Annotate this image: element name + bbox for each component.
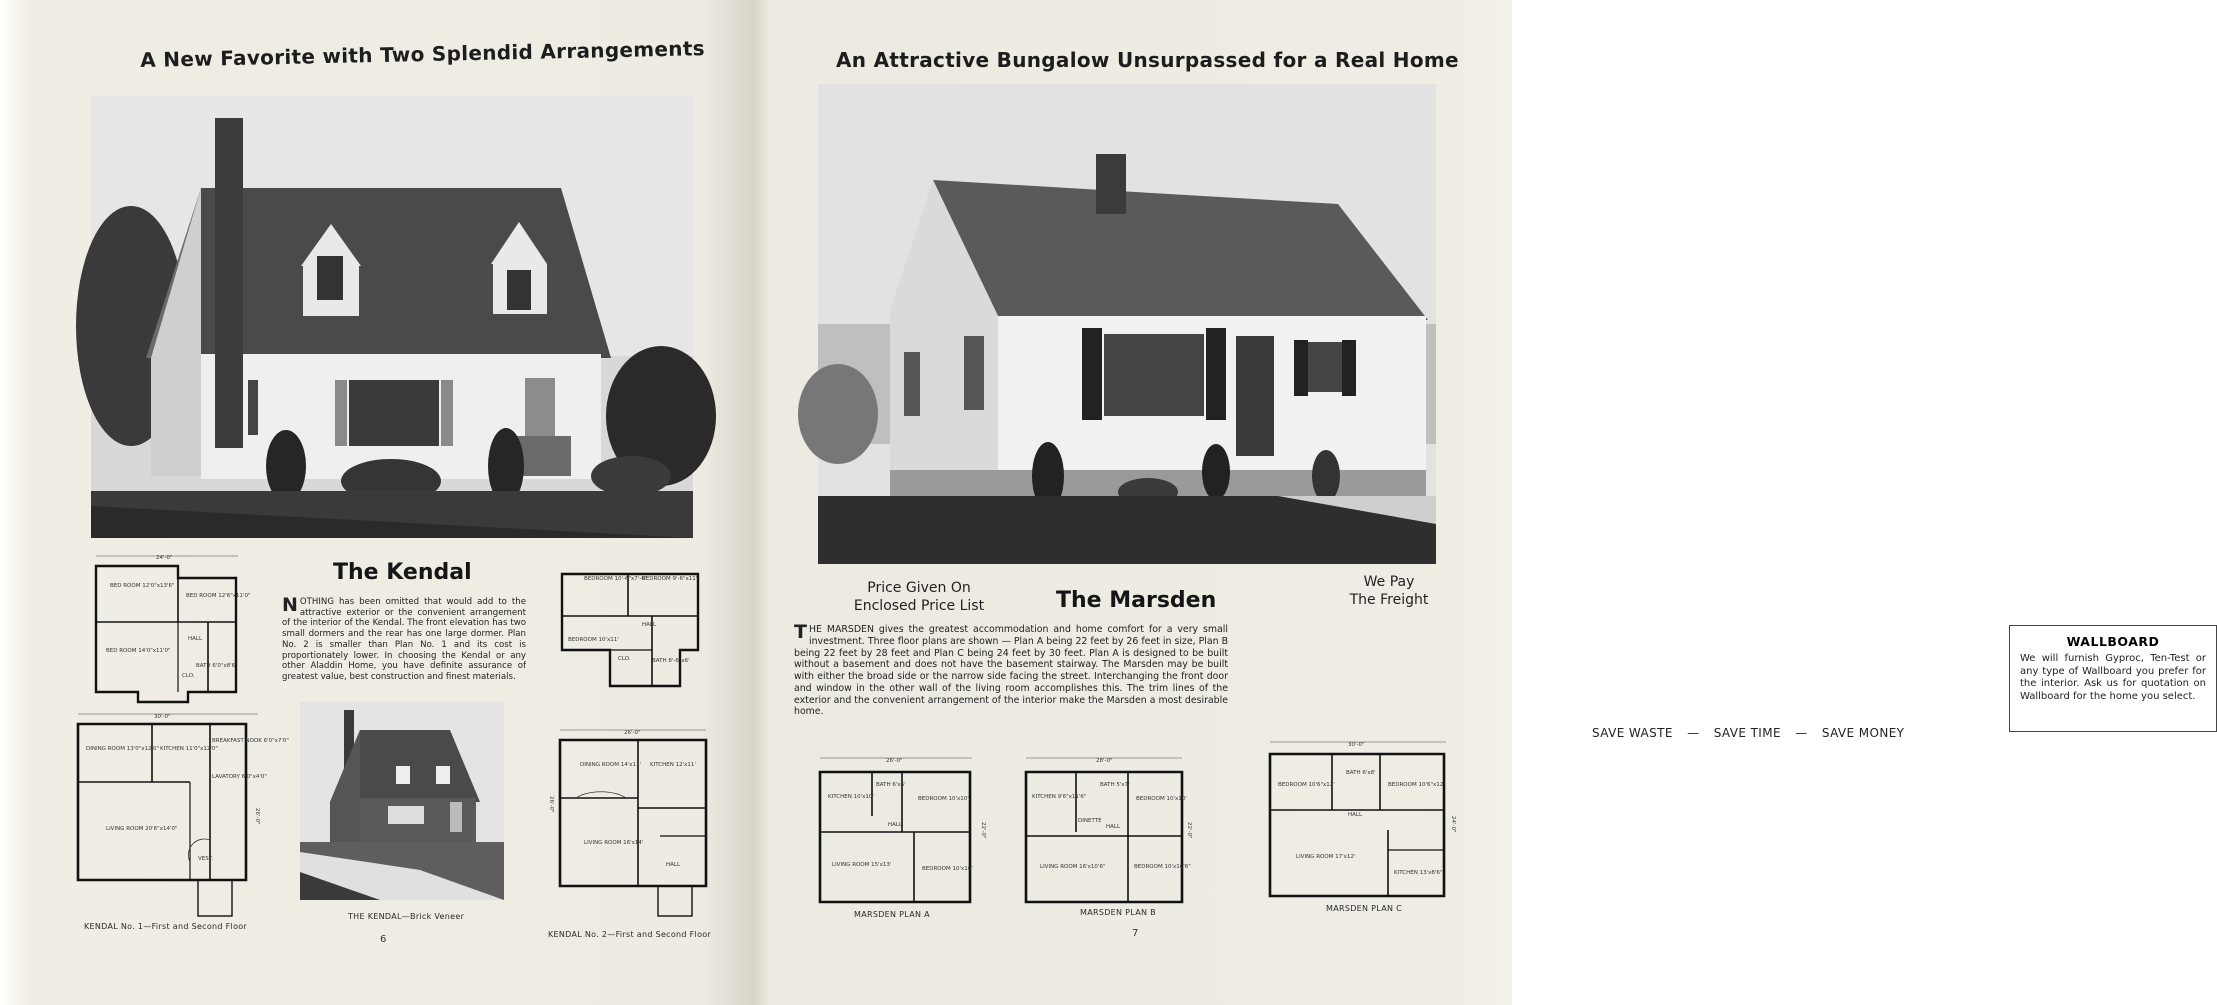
svg-text:BED ROOM 12'0"x13'6": BED ROOM 12'0"x13'6" <box>110 583 175 589</box>
kendal-plan1-caption: KENDAL No. 1—First and Second Floor <box>84 922 248 931</box>
marsden-heading: The Marsden <box>1056 588 1217 613</box>
svg-text:BEDROOM 10'x11': BEDROOM 10'x11' <box>568 637 619 643</box>
wallboard-title: WALLBOARD <box>2066 634 2160 649</box>
svg-text:28'-0": 28'-0" <box>1096 758 1113 764</box>
marsden-house-photo <box>818 84 1436 564</box>
kendal-brick-veneer-photo <box>300 702 504 900</box>
price-note-line2: Enclosed Price List <box>853 597 985 614</box>
svg-text:KITCHEN 9'6"x11'6": KITCHEN 9'6"x11'6" <box>1032 794 1087 800</box>
svg-text:BEDROOM 10'x10': BEDROOM 10'x10' <box>922 866 973 872</box>
kendal-plan1-first-floor <box>70 712 289 918</box>
kendal-description-text: OTHING has been omitted that would add to the attractive exterior or the convenient arrangement of the interior of the Kendal. The front elevation has two small dormers and the rear has one large dormer. Plan No. 2 is smaller than Plan No. 1 and its cost is proportionately lower. In choosing the Kendal or any other Aladdin Home, you have definite assurance of greatest value, best construction and finest materials. <box>282 597 526 683</box>
svg-text:24'-0": 24'-0" <box>1450 816 1456 833</box>
svg-text:LIVING ROOM 16'x14': LIVING ROOM 16'x14' <box>584 840 644 846</box>
kendal-brick-caption: THE KENDAL—Brick Veneer <box>348 912 465 921</box>
svg-text:BEDROOM 9'-6"x11': BEDROOM 9'-6"x11' <box>642 576 698 582</box>
marsden-description <box>794 621 1228 718</box>
svg-text:HALL: HALL <box>888 822 903 828</box>
svg-text:LIVING ROOM 15'x13': LIVING ROOM 15'x13' <box>832 862 892 868</box>
svg-text:BATH 6'x8': BATH 6'x8' <box>1346 770 1376 776</box>
kendal-heading: The Kendal <box>333 560 472 585</box>
svg-text:HALL: HALL <box>188 636 203 642</box>
kendal-plan2-upper-floor <box>556 566 704 690</box>
price-note <box>834 580 1004 615</box>
svg-text:BEDROOM 10'6"x12': BEDROOM 10'6"x12' <box>1388 782 1445 788</box>
svg-text:BEDROOM 10'6"x12': BEDROOM 10'6"x12' <box>1278 782 1335 788</box>
svg-text:CLO.: CLO. <box>182 673 195 679</box>
svg-text:BATH 6'0"x8'6": BATH 6'0"x8'6" <box>196 663 238 669</box>
svg-text:26'-0": 26'-0" <box>254 808 260 825</box>
kendal-plan1-upper-floor <box>78 552 256 702</box>
svg-text:BEDROOM 10'-6"x7'-6": BEDROOM 10'-6"x7'-6" <box>584 576 648 582</box>
marsden-plan-b-caption: MARSDEN PLAN B <box>1080 908 1156 917</box>
svg-text:BED ROOM 14'0"x11'0": BED ROOM 14'0"x11'0" <box>106 648 171 654</box>
wallboard-text: We will furnish Gyproc, Ten-Test or any type of Wallboard you prefer for the interior. Ask us for quotation on Wallboard for the home you select. <box>2020 653 2206 702</box>
svg-text:KITCHEN 12'x11': KITCHEN 12'x11' <box>650 762 696 768</box>
right-page-title: An Attractive Bungalow Unsurpassed for a Real Home <box>836 48 1459 72</box>
marsden-plan-a-caption: MARSDEN PLAN A <box>854 910 930 919</box>
kendal-plan2-caption: KENDAL No. 2—First and Second Floor <box>548 930 712 939</box>
svg-text:VEST.: VEST. <box>198 856 214 862</box>
svg-text:BEDROOM 10'x10': BEDROOM 10'x10' <box>918 796 969 802</box>
svg-text:22'-0": 22'-0" <box>1186 822 1192 839</box>
svg-text:24'-0": 24'-0" <box>156 555 173 561</box>
marsden-dropcap: T <box>794 621 807 643</box>
kendal-house-photo <box>91 96 693 538</box>
svg-text:LAVATORY 6'0"x4'0": LAVATORY 6'0"x4'0" <box>212 774 267 780</box>
kendal-plan2-first-floor <box>540 726 712 922</box>
svg-text:BED ROOM 12'6"x11'0": BED ROOM 12'6"x11'0" <box>186 593 251 599</box>
slogans <box>1592 726 1914 740</box>
left-page-title: A New Favorite with Two Splendid Arrangements <box>140 36 706 72</box>
svg-text:26'-0": 26'-0" <box>886 758 903 764</box>
svg-text:CLO.: CLO. <box>618 656 631 662</box>
svg-text:BEDROOM 10'x10': BEDROOM 10'x10' <box>1136 796 1187 802</box>
marsden-plan-b <box>1020 756 1198 906</box>
freight-note <box>1322 574 1456 609</box>
svg-text:30'-0": 30'-0" <box>154 714 171 720</box>
slogan-separator: — <box>1687 726 1700 740</box>
wallboard-box <box>2009 625 2217 732</box>
svg-text:BATH 5'x7': BATH 5'x7' <box>1100 782 1130 788</box>
svg-text:26'-0": 26'-0" <box>624 730 641 736</box>
svg-text:DINETTE: DINETTE <box>1078 818 1102 824</box>
svg-text:KITCHEN 11'0"x12'0": KITCHEN 11'0"x12'0" <box>160 746 218 752</box>
slogan-save-money: SAVE MONEY <box>1821 726 1905 740</box>
right-page-number: 7 <box>1132 928 1139 939</box>
svg-text:DINING ROOM 14'x11': DINING ROOM 14'x11' <box>580 762 641 768</box>
svg-text:30'-0": 30'-0" <box>1348 742 1365 748</box>
svg-text:LIVING ROOM 17'x12': LIVING ROOM 17'x12' <box>1296 854 1356 860</box>
svg-text:DINING ROOM 13'0"x12'0": DINING ROOM 13'0"x12'0" <box>86 746 160 752</box>
kendal-dropcap: N <box>282 594 298 616</box>
price-note-line1: Price Given On <box>867 580 971 596</box>
kendal-description <box>282 594 526 683</box>
marsden-plan-c <box>1262 740 1464 904</box>
slogan-save-waste: SAVE WASTE <box>1592 726 1673 740</box>
svg-text:BEDROOM 10'x10'6": BEDROOM 10'x10'6" <box>1134 864 1191 870</box>
left-page <box>0 0 752 1005</box>
freight-note-line2: The Freight <box>1349 591 1429 608</box>
left-page-number: 6 <box>380 934 387 945</box>
svg-text:BATH 8'-6"x6': BATH 8'-6"x6' <box>652 658 690 664</box>
svg-text:LIVING ROOM 16'x10'6": LIVING ROOM 16'x10'6" <box>1040 864 1106 870</box>
svg-text:BATH 6'x6': BATH 6'x6' <box>876 782 906 788</box>
marsden-plan-a <box>814 756 992 906</box>
svg-text:26'-0": 26'-0" <box>548 796 554 813</box>
svg-text:BREAKFAST NOOK 6'0"x7'0": BREAKFAST NOOK 6'0"x7'0" <box>212 738 289 744</box>
svg-text:HALL: HALL <box>642 622 657 628</box>
svg-text:KITCHEN 13'x8'6": KITCHEN 13'x8'6" <box>1394 870 1443 876</box>
marsden-description-text: HE MARSDEN gives the greatest accommodation and home comfort for a very small investment. Three floor plans are shown — Plan A being 22 feet by 26 feet in size, Plan B being 22 feet by 28 feet and Plan C being 24 feet by 30 feet. Plan A is designed to be built without a basement and does not have the basement stairway. The Marsden may be built with either the broad side or the narrow side facing the street. Interchanging the front door and window in the other wall of the living room accomplishes this. The trim lines of the exterior and the convenient arrangement of the interior make the Marsden a most desirable home. <box>794 624 1228 718</box>
svg-text:LIVING ROOM 20'6"x14'0": LIVING ROOM 20'6"x14'0" <box>106 826 178 832</box>
freight-note-line1: We Pay <box>1363 574 1415 590</box>
slogan-separator: — <box>1795 726 1808 740</box>
svg-text:KITCHEN 10'x10': KITCHEN 10'x10' <box>828 794 874 800</box>
svg-text:HALL: HALL <box>1106 824 1121 830</box>
svg-text:HALL: HALL <box>1348 812 1363 818</box>
slogan-save-time: SAVE TIME <box>1713 726 1781 740</box>
svg-text:HALL: HALL <box>666 862 681 868</box>
svg-text:22'-0": 22'-0" <box>980 822 986 839</box>
right-page <box>752 0 2206 1005</box>
marsden-plan-c-caption: MARSDEN PLAN C <box>1326 904 1403 913</box>
